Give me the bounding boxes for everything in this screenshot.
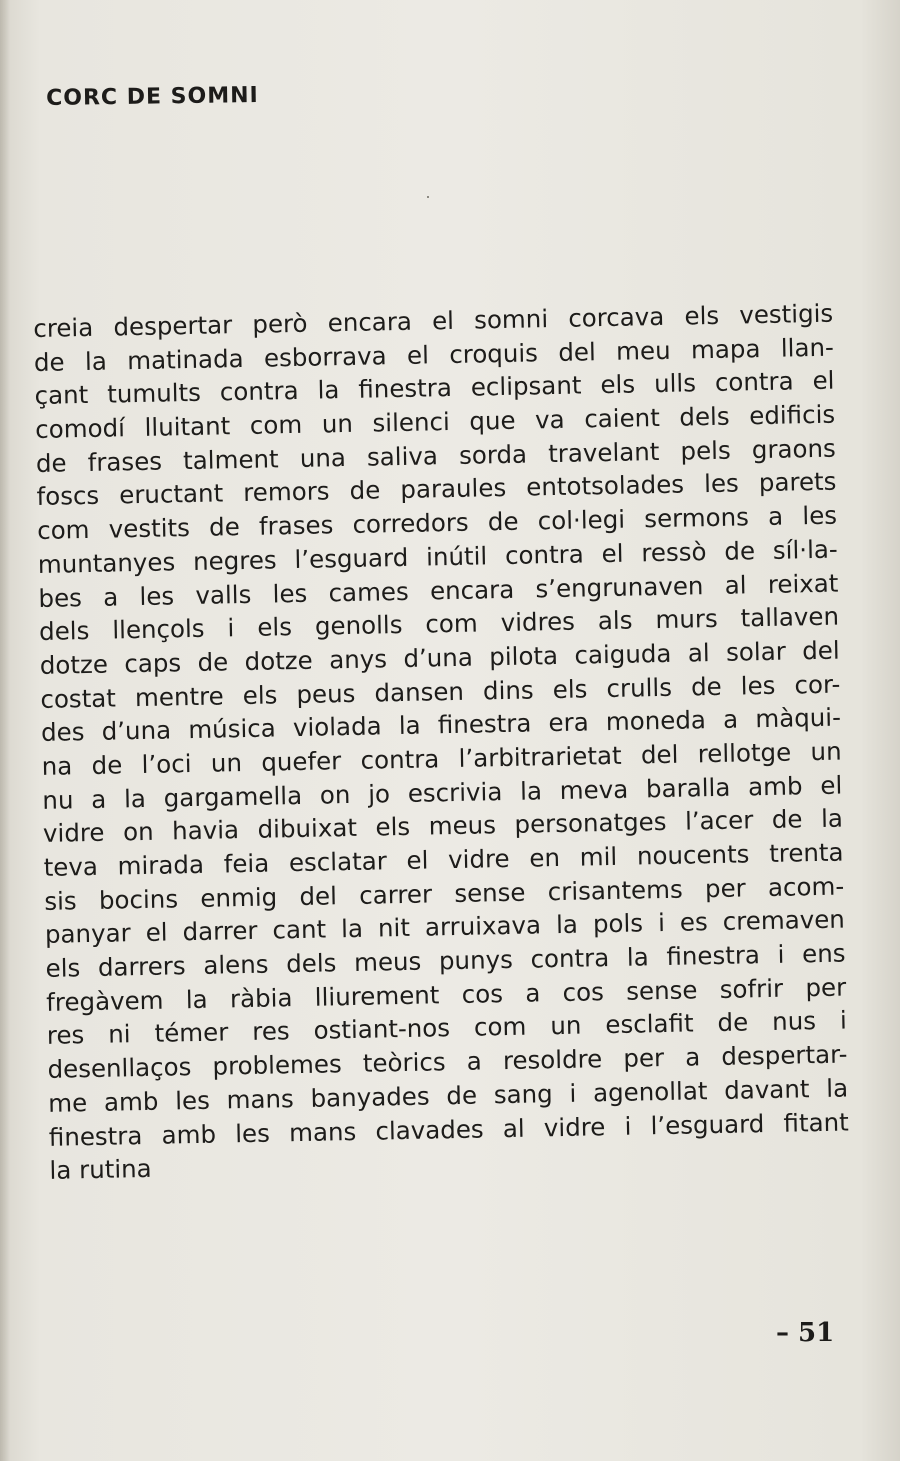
poem-line: panyar el darrer cant la nit arruixava la pols i es cremaven — [44, 904, 846, 950]
poem-line: de frases talment una saliva sorda travelant pels graons — [35, 433, 837, 478]
poem-line: des d’una música violada la finestra era moneda a màqui- — [40, 702, 842, 748]
poem-line: sis bocins enmig del carrer sense crisantems per acom- — [44, 871, 845, 916]
poem-line: desenllaços problemes teòrics a resoldre per a despertar- — [47, 1039, 848, 1084]
poem-line: na de l’oci un quefer contra l’arbitrarietat del rellotge un — [41, 736, 842, 781]
poem-line: de la matinada esborrava el croquis del meu mapa llan- — [33, 332, 835, 377]
poem-line: creia despertar però encara el somni corcava els vestigis — [33, 298, 834, 343]
poem-line: teva mirada feia esclatar el vidre en mil noucents trenta — [43, 837, 844, 882]
poem-line: comodí lluitant com un silenci que va caient dels edificis — [34, 399, 836, 445]
poem-line: costat mentre els peus dansen dins els crulls de les cor- — [40, 669, 841, 714]
poem-body — [33, 297, 850, 1188]
poem-line: res ni témer res ostiant-nos com un esclafit de nus i — [46, 1005, 848, 1051]
poem-line: vidre on havia dibuixat els meus personatges l’acer de la — [42, 803, 844, 849]
poem-line: la rutina — [49, 1154, 152, 1186]
poem-line: nu a la gargamella on jo escrivia la meva baralla amb el — [42, 770, 843, 815]
page-gutter-shadow — [0, 0, 10, 1461]
paper-speck — [427, 196, 429, 198]
poem-line: foscs eructant remors de paraules entotsolades les parets — [36, 467, 837, 512]
poem-line: bes a les valls les cames encara s’engrunaven al reixat — [38, 568, 839, 613]
poem-line: finestra amb les mans clavades al vidre i l’esguard fitant — [48, 1106, 849, 1152]
poem-title: CORC DE SOMNI — [46, 83, 259, 111]
poem-line: com vestits de frases corredors de col·legi sermons a les — [36, 500, 838, 546]
poem-line: me amb les mans banyades de sang i agenollat davant la — [47, 1073, 849, 1118]
page-number: – 51 — [776, 1318, 835, 1348]
poem-line: muntanyes negres l’esguard inútil contra el ressò de síl·la- — [37, 534, 838, 579]
poem-line: dotze caps de dotze anys d’una pilota caiguda al solar del — [39, 635, 840, 680]
poem-line: dels llençols i els genolls com vidres als murs tallaven — [38, 601, 840, 647]
poem-line: fregàvem la ràbia lliurement cos a cos sense sofrir per — [45, 972, 847, 1017]
poem-line: çant tumults contra la finestra eclipsant els ulls contra el — [34, 366, 835, 411]
poem-line: els darrers alens dels meus punys contra la finestra i ens — [45, 938, 846, 983]
